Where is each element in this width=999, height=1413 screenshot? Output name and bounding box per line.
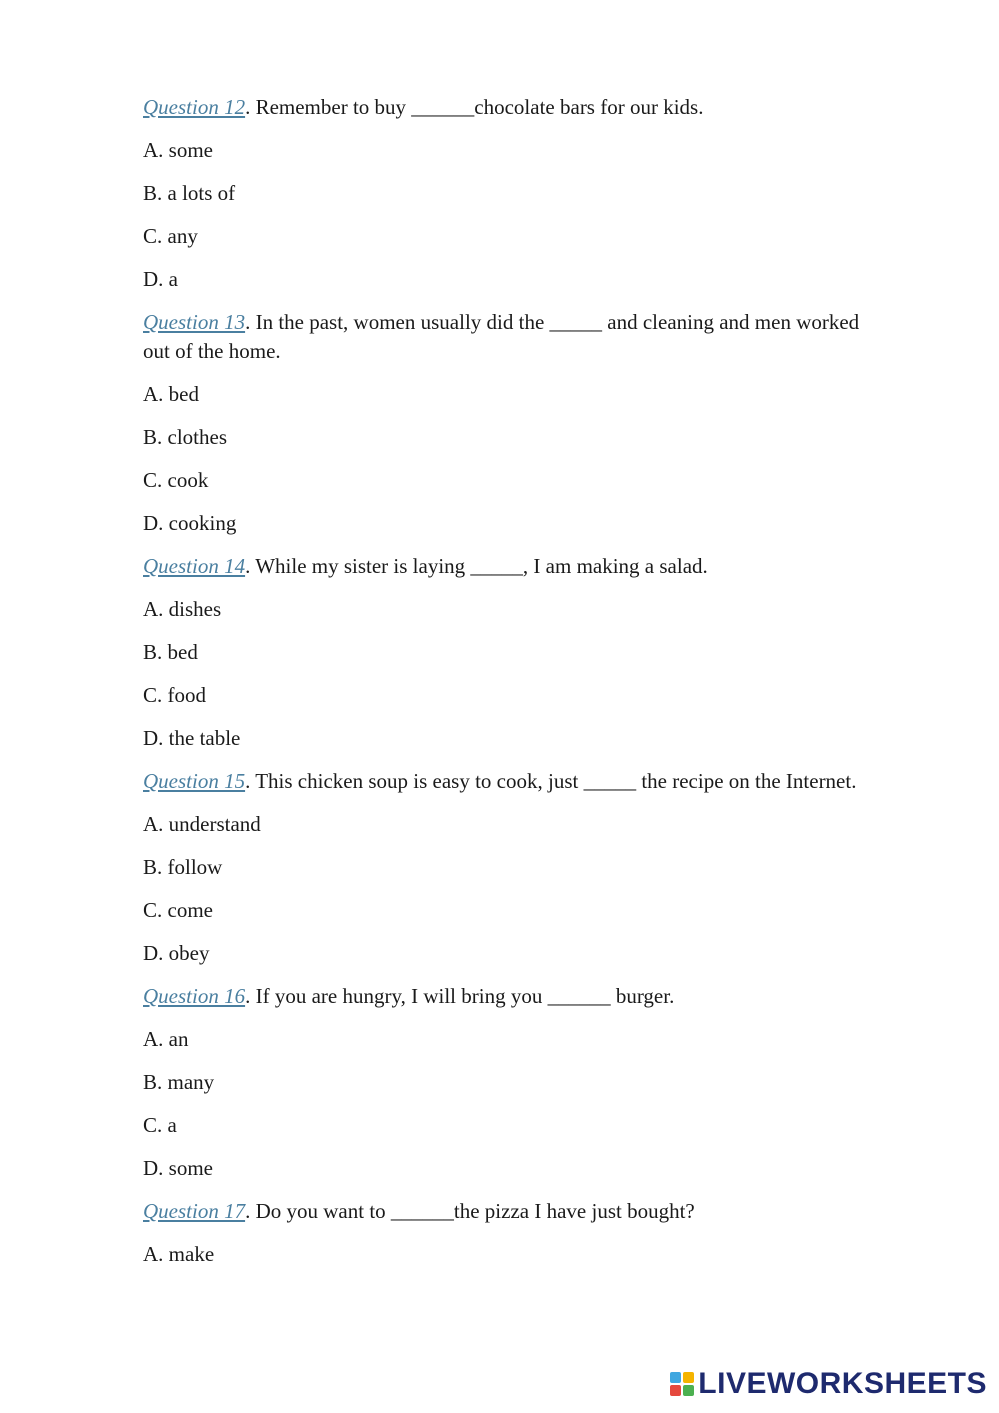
- question-15-link[interactable]: Question 15: [143, 769, 246, 793]
- option: D. obey: [143, 941, 210, 965]
- option: D. the table: [143, 726, 241, 750]
- option: B. clothes: [143, 425, 227, 449]
- option: B. many: [143, 1070, 215, 1094]
- logo-tile-yellow: [683, 1372, 694, 1383]
- option: A. make: [143, 1242, 215, 1266]
- question-17: Question 17. Do you want to ______the pizza I have just bought?: [143, 1199, 695, 1223]
- option: C. cook: [143, 468, 209, 492]
- option: B. follow: [143, 855, 223, 879]
- question-15: Question 15. This chicken soup is easy to cook, just _____ the recipe on the Internet.: [143, 769, 857, 793]
- question-13: Question 13. In the past, women usually did the _____ and cleaning and men worked out of the home.: [143, 310, 860, 363]
- question-14-link[interactable]: Question 14: [143, 554, 246, 578]
- logo-tile-green: [683, 1385, 694, 1396]
- liveworksheets-brand[interactable]: [670, 1367, 987, 1401]
- option: C. any: [143, 224, 198, 248]
- logo-tile-blue: [670, 1372, 681, 1383]
- question-16: Question 16. If you are hungry, I will bring you ______ burger.: [143, 984, 675, 1008]
- question-13-link[interactable]: Question 13: [143, 310, 246, 334]
- option: B. bed: [143, 640, 198, 664]
- question-17-link[interactable]: Question 17: [143, 1199, 246, 1223]
- option: A. understand: [143, 812, 261, 836]
- question-12-link[interactable]: Question 12: [143, 95, 246, 119]
- option: D. a: [143, 267, 178, 291]
- option: D. some: [143, 1156, 213, 1180]
- option: B. a lots of: [143, 181, 236, 205]
- question-14: Question 14. While my sister is laying _____, I am making a salad.: [143, 554, 708, 578]
- option: C. a: [143, 1113, 177, 1137]
- brand-wordmark: LIVEWORKSHEETS: [698, 1367, 987, 1400]
- option: C. food: [143, 683, 206, 707]
- option: A. dishes: [143, 597, 222, 621]
- option: D. cooking: [143, 511, 237, 535]
- option: A. bed: [143, 382, 199, 406]
- option: C. come: [143, 898, 213, 922]
- liveworksheets-logo-icon: [670, 1372, 694, 1396]
- question-12: Question 12. Remember to buy ______chocolate bars for our kids.: [143, 95, 704, 119]
- option: A. some: [143, 138, 213, 162]
- logo-tile-red: [670, 1385, 681, 1396]
- option: A. an: [143, 1027, 189, 1051]
- question-16-link[interactable]: Question 16: [143, 984, 246, 1008]
- worksheet-page: [143, 93, 883, 1283]
